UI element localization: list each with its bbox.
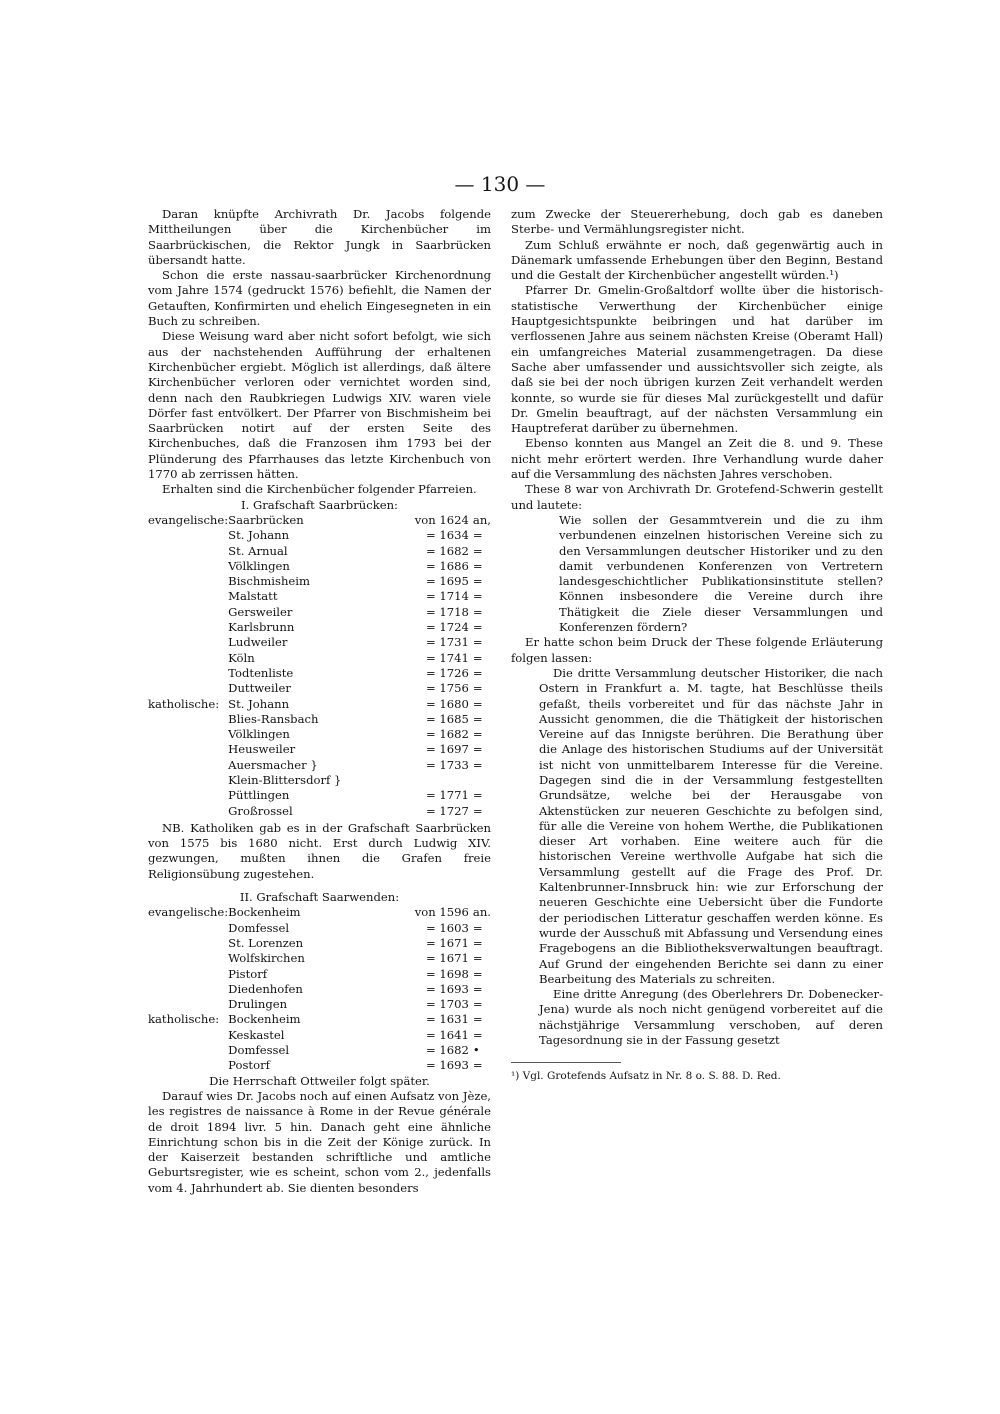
parish-mark: = <box>472 935 483 950</box>
parish-name: Völklingen <box>228 727 290 742</box>
parish-category: katholische: <box>148 696 220 711</box>
parish-row <box>148 742 491 757</box>
parish-mark: • <box>472 1043 480 1058</box>
parish-category <box>148 635 228 650</box>
parish-mark: = <box>472 543 483 558</box>
parish-row <box>148 1028 491 1043</box>
parish-mark: = <box>472 788 483 803</box>
parish-year: = 1641 <box>426 1027 469 1042</box>
parish-row <box>148 681 491 696</box>
paragraph-nb: NB. Katholiken gab es in der Grafschaft Saarbrücken von 1575 bis 1680 nicht. Erst durch Ludwig XIV. gezwungen, mußten ihnen die Grafen freie Religionsübung zugestehen. <box>148 820 491 881</box>
parish-row <box>148 589 491 604</box>
parish-name: St. Johann <box>228 696 290 711</box>
parish-year: = 1731 <box>426 635 469 650</box>
parish-year: = 1726 <box>426 665 469 680</box>
parish-year: = 1771 <box>426 788 469 803</box>
parish-year: = 1603 <box>426 920 469 935</box>
parish-category <box>148 727 228 742</box>
section-title-saarwenden: II. Grafschaft Saarwenden: <box>239 890 400 905</box>
parish-category: evangelische: <box>148 905 229 920</box>
parish-mark: an. <box>472 905 491 920</box>
section-title-saarbruecken: I. Grafschaft Saarbrücken: <box>241 497 398 512</box>
parish-year: = 1727 <box>426 803 469 818</box>
parish-name: Duttweiler <box>228 681 291 696</box>
parish-row <box>148 1012 491 1027</box>
parish-year: = 1682 <box>426 543 469 558</box>
paragraph-ebenso: Ebenso konnten aus Mangel an Zeit die 8. und 9. These nicht mehr erörtert werden. Ihre Verhandlung wurde daher auf die Versammlung des nächsten Jahres verschoben. <box>511 436 883 482</box>
parish-year: = 1693 <box>426 1058 469 1073</box>
parish-mark <box>473 773 491 788</box>
parish-year: = 1698 <box>426 966 469 981</box>
parish-mark: = <box>472 1027 483 1042</box>
paragraph-gmelin: Pfarrer Dr. Gmelin-Großaltdorf wollte über die historisch-statistische Verwerthung der Kirchenbücher einige Hauptgesichtspunkte beibringen und hat darüber im verflossenen Jahre aus seinem nächsten Kreise (Oberamt Hall) ein umfangreiches Material zusammengetragen. Da diese Sache aber umfassender und aussichtsvoller sich zeigte, als daß sie bei der noch übrigen kurzen Zeit verhandelt werden konnte, so wurde sie für dieses Mal zurückgestellt und dafür Dr. Gmelin beauftragt, auf der nächsten Versammlung ein Hauptreferat darüber zu übernehmen. <box>511 283 883 436</box>
parish-category <box>148 681 228 696</box>
parish-name: Heusweiler <box>228 742 296 757</box>
parish-year: von 1596 <box>414 905 469 920</box>
parish-row <box>148 620 491 635</box>
paragraph-steuer: zum Zwecke der Steuererhebung, doch gab es daneben Sterbe- und Vermählungsregister nicht. <box>511 207 883 237</box>
parish-category <box>148 712 228 727</box>
paragraph-kirchenordnung: Schon die erste nassau-saarbrücker Kirchenordnung vom Jahre 1574 (gedruckt 1576) befiehlt, die Namen der Getauften, Konfirmirten und ehelich Eingesegneten in ein Buch zu schreiben. <box>148 268 491 329</box>
parish-row <box>148 544 491 559</box>
parish-mark: = <box>472 920 483 935</box>
parish-year: = 1671 <box>426 951 469 966</box>
parish-name: Köln <box>228 650 255 665</box>
parish-year: = 1733 <box>426 757 469 772</box>
parish-category <box>148 1043 228 1058</box>
parish-category <box>148 1028 228 1043</box>
parish-year: = 1756 <box>426 681 469 696</box>
parish-category <box>148 967 228 982</box>
parish-mark: = <box>472 681 483 696</box>
parish-category <box>148 997 228 1012</box>
parish-mark: = <box>472 966 483 981</box>
parish-year: = 1714 <box>426 589 469 604</box>
parish-category <box>148 758 228 773</box>
parish-name: Keskastel <box>228 1027 285 1042</box>
footnote-rule <box>511 1062 621 1063</box>
parish-year: = 1741 <box>426 650 469 665</box>
ottweiler-note: Die Herrschaft Ottweiler folgt später. <box>209 1073 430 1088</box>
parish-year: = 1682 <box>426 727 469 742</box>
parish-name: Domfessel <box>228 920 290 935</box>
parish-row <box>148 905 491 920</box>
parish-year: = 1631 <box>426 1012 469 1027</box>
parish-year: = 1634 <box>426 528 469 543</box>
parish-category <box>148 605 228 620</box>
parish-year: = 1680 <box>426 696 469 711</box>
parish-name: Pistorf <box>228 966 268 981</box>
parish-row <box>148 727 491 742</box>
parish-name: St. Arnual <box>228 543 288 558</box>
parish-year: = 1703 <box>426 997 469 1012</box>
parish-name: Todtenliste <box>228 665 294 680</box>
parish-name: Bockenheim <box>228 1012 301 1027</box>
parish-year: = 1697 <box>426 742 469 757</box>
parish-mark: = <box>472 757 483 772</box>
parish-category: evangelische: <box>148 512 229 527</box>
parish-row <box>148 559 491 574</box>
parish-category <box>148 651 228 666</box>
parish-name: Wolfskirchen <box>228 951 305 966</box>
parish-mark: = <box>472 711 483 726</box>
parish-name: Bockenheim <box>228 905 301 920</box>
parish-row <box>148 605 491 620</box>
parish-name: Bischmisheim <box>228 574 310 589</box>
parish-row <box>148 528 491 543</box>
parish-year: = 1671 <box>426 935 469 950</box>
parish-name: Karlsbrunn <box>228 620 295 635</box>
parish-category <box>148 788 228 803</box>
parish-row <box>148 997 491 1012</box>
footnote: ¹) Vgl. Grotefends Aufsatz in Nr. 8 o. S. 88. D. Red. <box>511 1070 781 1083</box>
paragraph-jeze: Darauf wies Dr. Jacobs noch auf einen Aufsatz von Jèze, les registres de naissance à Rome in der Revue générale de droit 1894 livr. 5 hin. Danach geht eine ähnliche Einrichtung schon bis in die Zeit der Könige zurück. In der Kaiserzeit bestanden schriftliche und amtliche Geburtsregister, wie es scheint, schon vom 2., jedenfalls vom 4. Jahrhundert ab. Sie dienten besonders <box>148 1088 491 1195</box>
paragraph-weisung: Diese Weisung ward aber nicht sofort befolgt, wie sich aus der nachstehenden Aufführung der erhaltenen Kirchenbücher ergiebt. Möglich ist allerdings, daß ältere Kirchenbücher verloren oder vernichtet worden sind, denn nach den Raubkriegen Ludwigs XIV. waren viele Dörfer fast entvölkert. Der Pfarrer von Bischmisheim bei Saarbrücken notirt auf der ersten Seite des Kirchenbuches, daß die Franzosen ihm 1793 bei der Plünderung des Pfarrhauses das letzte Kirchenbuch von 1770 ab zerrissen hätten. <box>148 329 491 482</box>
paragraph-daenemark: Zum Schluß erwähnte er noch, daß gegenwärtig auch in Dänemark umfassende Erhebungen über den Beginn, Bestand und die Gestalt der Kirchenbücher angestellt würden.¹) <box>511 237 883 283</box>
parish-row <box>148 788 491 803</box>
parish-name: Klein-Blittersdorf } <box>228 772 342 787</box>
parish-name: Domfessel <box>228 1043 290 1058</box>
parish-row <box>148 921 491 936</box>
parish-category <box>148 742 228 757</box>
parish-category <box>148 589 228 604</box>
paragraph-jacobs-intro: Daran knüpfte Archivrath Dr. Jacobs folgende Mittheilungen über die Kirchenbücher im Saarbrückischen, die Rektor Jungk in Saarbrücken übersandt hatte. <box>148 207 491 267</box>
parish-mark: = <box>472 696 483 711</box>
parish-category <box>148 804 228 819</box>
parish-row <box>148 651 491 666</box>
parish-year: = 1685 <box>426 711 469 726</box>
parish-mark: = <box>472 528 483 543</box>
parish-mark: an, <box>472 512 491 527</box>
parish-category <box>148 1058 228 1073</box>
parish-mark: = <box>472 558 483 573</box>
parish-year: = 1718 <box>426 604 469 619</box>
parish-year <box>376 773 473 788</box>
quote-dritte-anregung: Eine dritte Anregung (des Oberlehrers Dr. Dobenecker-Jena) wurde als noch nicht genügend vorbereitet auf die nächstjährige Versammlung verschoben, auf deren Tagesordnung sie in der Fassung gesetzt <box>539 987 883 1048</box>
parish-mark: = <box>472 727 483 742</box>
parish-category <box>148 951 228 966</box>
parish-year: = 1682 <box>426 1043 469 1058</box>
parish-mark: = <box>472 951 483 966</box>
parish-row <box>148 666 491 681</box>
parish-row <box>148 697 491 712</box>
parish-mark: = <box>472 604 483 619</box>
right-column <box>511 207 883 1085</box>
parish-category <box>148 620 228 635</box>
parish-row <box>148 513 491 528</box>
quote-these-8: Wie sollen der Gesammtverein und die zu ihm verbundenen einzelnen historischen Vereine sich zu den Versammlungen deutscher Historiker und zu den damit verbundenen Konferenzen von Vertretern landesgeschichtlicher Publikationsinstitute stellen? Können insbesondere die Vereine durch ihre Thätigkeit die Ziele dieser Versammlungen und Konferenzen fördern? <box>559 512 883 635</box>
parish-category: katholische: <box>148 1012 220 1027</box>
parish-category <box>148 982 228 997</box>
parish-row <box>148 951 491 966</box>
parish-row <box>148 712 491 727</box>
parish-name: St. Lorenzen <box>228 935 304 950</box>
parish-row <box>148 1043 491 1058</box>
parish-category <box>148 773 228 788</box>
parish-mark: = <box>472 981 483 996</box>
parish-table-saarbruecken <box>148 513 491 819</box>
parish-category <box>148 528 228 543</box>
parish-mark: = <box>472 665 483 680</box>
parish-name: St. Johann <box>228 528 290 543</box>
parish-mark: = <box>472 589 483 604</box>
parish-row <box>148 936 491 951</box>
parish-table-saarwenden <box>148 905 491 1073</box>
left-column <box>148 207 491 1196</box>
parish-year: = 1695 <box>426 574 469 589</box>
parish-mark: = <box>472 620 483 635</box>
parish-year: = 1724 <box>426 620 469 635</box>
parish-year: = 1693 <box>426 981 469 996</box>
parish-name: Blies-Ransbach <box>228 711 319 726</box>
paragraph-erhalten: Erhalten sind die Kirchenbücher folgender Pfarreien. <box>162 482 477 497</box>
paragraph-these-8: These 8 war von Archivrath Dr. Grotefend-Schwerin gestellt und lautete: <box>511 482 883 512</box>
parish-row <box>148 635 491 650</box>
parish-category <box>148 544 228 559</box>
parish-name: Großrossel <box>228 803 293 818</box>
parish-mark: = <box>472 997 483 1012</box>
parish-name: Püttlingen <box>228 788 290 803</box>
parish-mark: = <box>472 650 483 665</box>
parish-name: Auersmacher } <box>228 757 318 772</box>
quote-erlaeuterung: Die dritte Versammlung deutscher Historiker, die nach Ostern in Frankfurt a. M. tagte, hat Beschlüsse theils gefaßt, theils vorbereitet und für das nächste Jahr in Aussicht genommen, die die Thätigkeit der historischen Vereine auf das Innigste berühren. Die Berathung über die Anlage des historischen Studiums auf der Universität ist nicht von unmittelbarem Interesse für die Vereine. Dagegen sind die in der Versammlung festgestellten Grundsätze, welche bei der Herausgabe von Aktenstücken zur neueren Geschichte zu befolgen sind, für alle die Vereine von hohem Werthe, die Publikationen dieser Art vorhaben. Eine weitere auch für die historischen Vereine werthvolle Aufgabe hat sich die Versammlung gestellt auf die Frage des Prof. Dr. Kaltenbrunner-Innsbruck hin: wie zur Erforschung der neueren Geschichte eine Uebersicht über die Fundorte der periodischen Litteratur geschaffen werden könne. Es wurde der Ausschuß mit Abfassung und Versendung eines Fragebogens an die Bibliotheksverwaltungen beauftragt. Auf Grund der eingehenden Berichte sei dann zu einer Bearbeitung des Materials zu schreiten. <box>539 665 883 986</box>
parish-row <box>148 574 491 589</box>
parish-category <box>148 936 228 951</box>
parish-mark: = <box>472 742 483 757</box>
page-number: — 130 — <box>454 172 546 196</box>
parish-row <box>148 773 491 788</box>
parish-row <box>148 758 491 773</box>
parish-name: Drulingen <box>228 997 288 1012</box>
parish-row <box>148 967 491 982</box>
parish-category <box>148 574 228 589</box>
parish-name: Diedenhofen <box>228 981 303 996</box>
parish-name: Malstatt <box>228 589 278 604</box>
parish-category <box>148 666 228 681</box>
parish-category <box>148 921 228 936</box>
parish-row <box>148 1058 491 1073</box>
parish-year: = 1686 <box>426 558 469 573</box>
parish-row <box>148 982 491 997</box>
parish-mark: = <box>472 1012 483 1027</box>
parish-mark: = <box>472 803 483 818</box>
paragraph-erlaeuterung: Er hatte schon beim Druck der These folgende Erläuterung folgen lassen: <box>511 635 883 665</box>
parish-mark: = <box>472 1058 483 1073</box>
parish-year: von 1624 <box>414 512 469 527</box>
parish-name: Saarbrücken <box>228 512 304 527</box>
parish-row <box>148 804 491 819</box>
parish-name: Völklingen <box>228 558 290 573</box>
parish-name: Postorf <box>228 1058 270 1073</box>
parish-name: Ludweiler <box>228 635 288 650</box>
parish-category <box>148 559 228 574</box>
parish-mark: = <box>472 574 483 589</box>
parish-name: Gersweiler <box>228 604 293 619</box>
parish-mark: = <box>472 635 483 650</box>
